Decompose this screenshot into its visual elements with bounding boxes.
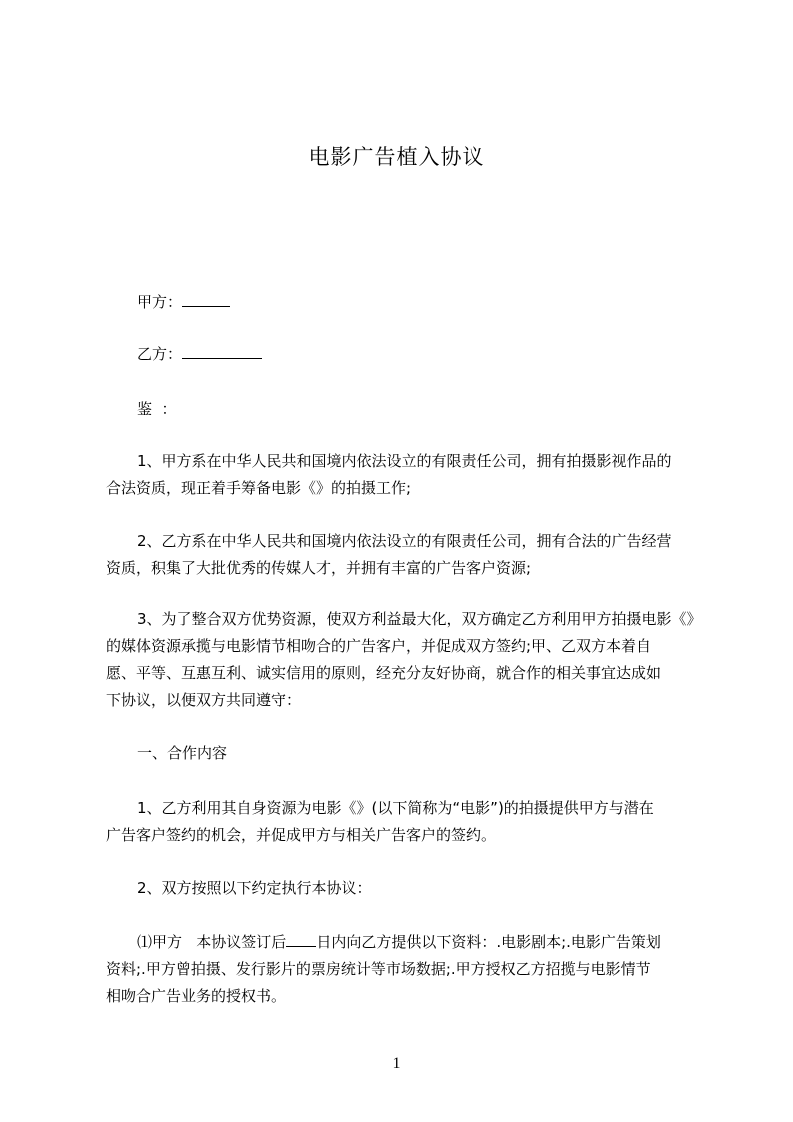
document-title: 电影广告植入协议 <box>308 145 485 169</box>
section-1-item-2-sub-1-line-3: 相吻合广告业务的授权书。 <box>106 987 287 1005</box>
section-1-item-2-sub-1-line-1 <box>137 932 661 952</box>
section-1-item-1-line-2: 广告客户签约的机会，并促成甲方与相关广告客户的签约。 <box>106 826 497 844</box>
clause-1-line-2: 合法资质，现正着手筹备电影《》的拍摄工作; <box>106 479 412 497</box>
days-blank <box>286 932 316 947</box>
clause-2-line-1: 2、乙方系在中华人民共和国境内依法设立的有限责任公司，拥有合法的广告经营 <box>137 532 672 550</box>
page-number: 1 <box>392 1055 401 1072</box>
section-1-heading: 一、合作内容 <box>137 744 228 762</box>
party-a-blank <box>182 292 230 307</box>
clause-3-line-3: 愿、平等、互惠互利、诚实信用的原则，经充分友好协商，就合作的相关事宜达成如 <box>106 664 662 682</box>
party-a-label: 甲方： <box>137 293 183 311</box>
clause-3-line-1: 3、为了整合双方优势资源，使双方利益最大化，双方确定乙方利用甲方拍摄电影《》 <box>137 610 702 628</box>
whereas-heading: 鉴 ： <box>137 400 177 418</box>
sub-1-text-part-1: ⑴甲方 本协议签订后 <box>137 933 287 951</box>
clause-3-line-2: 的媒体资源承揽与电影情节相吻合的广告客户，并促成双方签约;甲、乙双方本着自 <box>106 637 652 655</box>
section-1-item-2-sub-1-line-2: 资料;.甲方曾拍摄、发行影片的票房统计等市场数据;.甲方授权乙方招揽与电影情节 <box>106 960 651 978</box>
clause-1-line-1: 1、甲方系在中华人民共和国境内依法设立的有限责任公司，拥有拍摄影视作品的 <box>137 452 672 470</box>
clause-3-line-4: 下协议，以便双方共同遵守： <box>106 691 302 709</box>
party-b-blank <box>182 344 262 359</box>
section-1-item-1-line-1: 1、乙方利用其自身资源为电影《》(以下简称为“电影”)的拍摄提供甲方与潜在 <box>137 799 654 817</box>
party-a-line <box>137 292 230 312</box>
section-1-item-2: 2、双方按照以下约定执行本协议： <box>137 879 372 897</box>
party-b-label: 乙方： <box>137 345 183 363</box>
clause-2-line-2: 资质，积集了大批优秀的传媒人才，并拥有丰富的广告客户资源; <box>106 559 532 577</box>
party-b-line <box>137 344 262 364</box>
sub-1-text-part-2: 日内向乙方提供以下资料：.电影剧本;.电影广告策划 <box>316 933 661 951</box>
